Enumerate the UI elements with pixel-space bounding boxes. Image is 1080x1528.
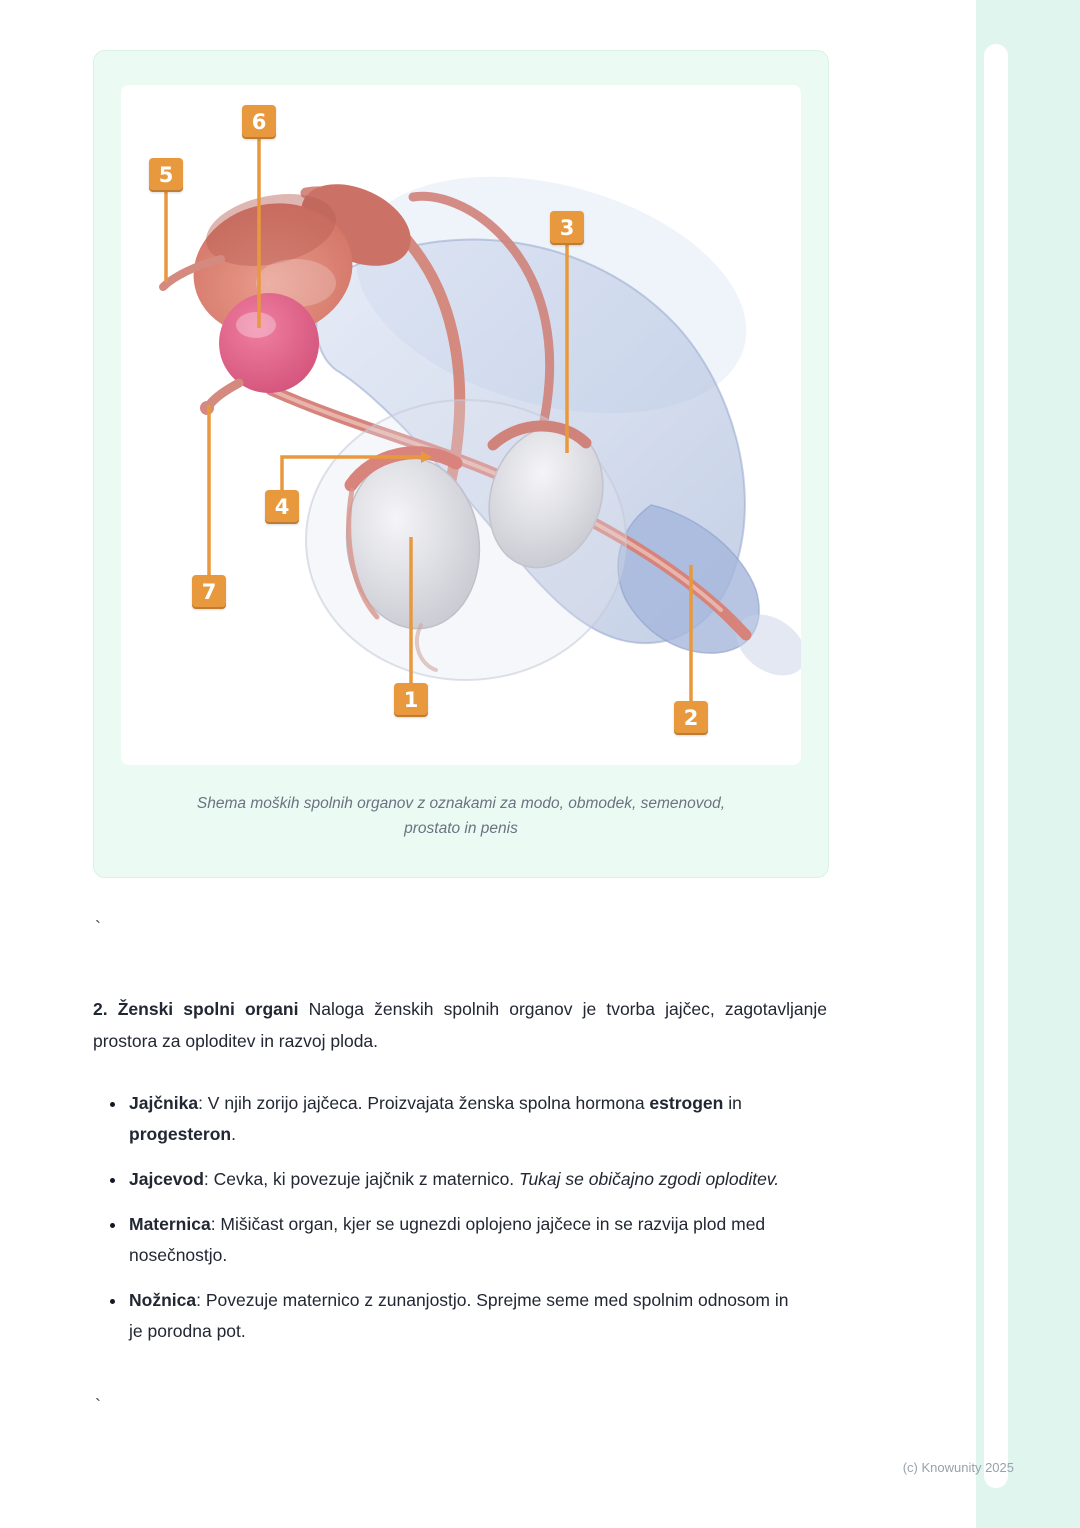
figure-label-5: 5 bbox=[149, 158, 183, 192]
figure-label-2: 2 bbox=[674, 701, 708, 735]
list-item: • Jajcevod: Cevka, ki povezuje jajčnik z maternico. Tukaj se običajno zgodi oploditev. bbox=[127, 1164, 798, 1195]
stray-backtick: ` bbox=[95, 918, 101, 938]
list-item: • Maternica: Mišičast organ, kjer se ugnezdi oplojeno jajčece in se razvija plod med nosečnostjo. bbox=[127, 1209, 798, 1271]
scrollbar-thumb[interactable] bbox=[984, 44, 1008, 1488]
figure-label-3: 3 bbox=[550, 211, 584, 245]
copyright-notice: (c) Knowunity 2025 bbox=[902, 1460, 1014, 1475]
figure-label-4: 4 bbox=[265, 490, 299, 524]
figure-label-7: 7 bbox=[192, 575, 226, 609]
figure-label-1: 1 bbox=[394, 683, 428, 717]
intro-paragraph: 2. Ženski spolni organi Naloga ženskih spolnih organov je tvorba jajčec, zagotavljanje prostora za oploditev in razvoj ploda. bbox=[93, 999, 827, 1051]
figure-label-6: 6 bbox=[242, 105, 276, 139]
stray-backtick: ` bbox=[95, 1396, 101, 1416]
figure-caption: Shema moških spolnih organov z oznakami za modo, obmodek, semenovod, prostato in penis bbox=[196, 795, 726, 837]
list-item: • Jajčnika: V njih zorijo jajčeca. Proizvajata ženska spolna hormona estrogen in progesteron. bbox=[127, 1088, 798, 1150]
bullet-list bbox=[93, 1088, 798, 1361]
male-anatomy-illustration bbox=[121, 85, 801, 765]
list-item: • Nožnica: Povezuje maternico z zunanjostjo. Sprejme seme med spolnim odnosom in je porodna pot. bbox=[127, 1285, 798, 1347]
anatomy-figure bbox=[121, 85, 801, 765]
scrollbar-track bbox=[976, 0, 1080, 1528]
figure-card bbox=[93, 50, 829, 878]
prostate-shape bbox=[219, 293, 319, 393]
